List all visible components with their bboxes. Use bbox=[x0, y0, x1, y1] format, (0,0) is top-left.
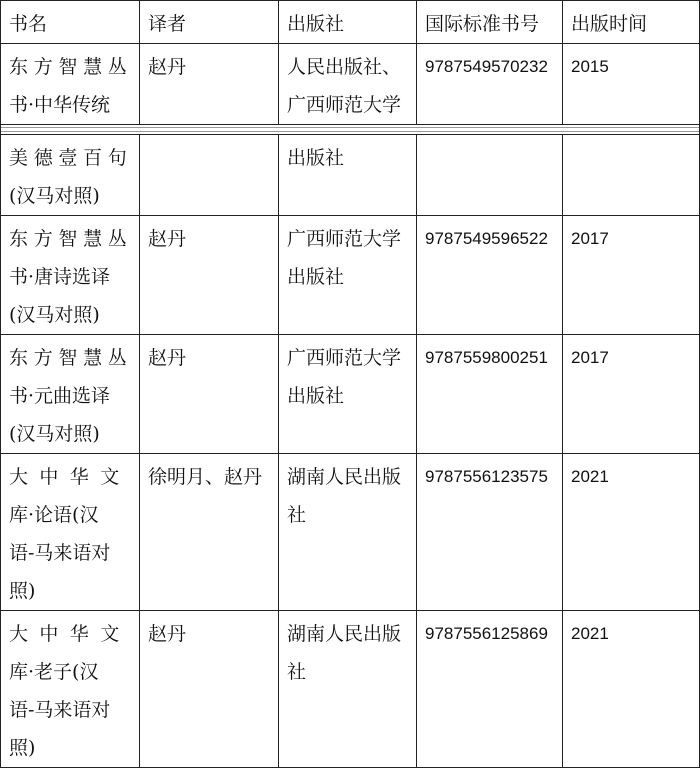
page-break-cell bbox=[1, 125, 700, 135]
publisher-line: 出版社 bbox=[287, 147, 345, 169]
publisher-line: 湖南人民出版 bbox=[287, 466, 402, 488]
table-row bbox=[1, 611, 700, 768]
translator-cell: 徐明月、赵丹 bbox=[140, 454, 279, 611]
book-title-cell bbox=[1, 135, 140, 216]
translator-cell: 赵丹 bbox=[140, 44, 279, 125]
publisher-cell bbox=[279, 135, 417, 216]
book-title-cell bbox=[1, 335, 140, 454]
table-row bbox=[1, 454, 700, 611]
page-break-row bbox=[1, 125, 700, 135]
header-translator: 译者 bbox=[140, 1, 279, 44]
book-title-line: 库·老子(汉 bbox=[9, 661, 99, 683]
year-cell: 2021 bbox=[563, 454, 700, 611]
page-break-line bbox=[1, 127, 699, 132]
publisher-cell bbox=[279, 454, 417, 611]
book-title-cell bbox=[1, 44, 140, 125]
year-cell bbox=[563, 135, 700, 216]
header-isbn: 国际标准书号 bbox=[417, 1, 563, 44]
isbn-cell: 9787559800251 bbox=[417, 335, 563, 454]
year-cell: 2021 bbox=[563, 611, 700, 768]
publisher-line: 广西师范大学 bbox=[287, 94, 402, 116]
table-row bbox=[1, 44, 700, 125]
table-row bbox=[1, 216, 700, 335]
isbn-cell: 9787556125869 bbox=[417, 611, 563, 768]
book-title-cell bbox=[1, 454, 140, 611]
translator-cell: 赵丹 bbox=[140, 335, 279, 454]
isbn-cell: 9787549570232 bbox=[417, 44, 563, 125]
publisher-line: 社 bbox=[287, 661, 307, 683]
book-title-line: 东方智慧丛 bbox=[9, 56, 133, 78]
table-row bbox=[1, 135, 700, 216]
book-title-line: 照) bbox=[9, 580, 36, 602]
header-row bbox=[1, 1, 700, 44]
publisher-line: 出版社 bbox=[287, 266, 345, 288]
book-title-line: 书·中华传统 bbox=[9, 94, 111, 116]
year-cell: 2017 bbox=[563, 335, 700, 454]
year-cell: 2015 bbox=[563, 44, 700, 125]
book-title-line: 书·唐诗选译 bbox=[9, 266, 111, 288]
book-title-line: (汉马对照) bbox=[9, 185, 100, 207]
header-year: 出版时间 bbox=[563, 1, 700, 44]
publisher-line: 广西师范大学 bbox=[287, 347, 402, 369]
publisher-line: 人民出版社、 bbox=[287, 56, 402, 78]
publisher-line: 湖南人民出版 bbox=[287, 623, 402, 645]
book-title-line: 语-马来语对 bbox=[9, 542, 111, 564]
book-title-line: 东方智慧丛 bbox=[9, 347, 133, 369]
book-title-line: 照) bbox=[9, 737, 36, 759]
book-title-cell bbox=[1, 216, 140, 335]
book-title-cell bbox=[1, 611, 140, 768]
year-cell: 2017 bbox=[563, 216, 700, 335]
book-title-line: 大中华文 bbox=[9, 466, 131, 488]
translator-cell: 赵丹 bbox=[140, 611, 279, 768]
isbn-cell: 9787549596522 bbox=[417, 216, 563, 335]
book-title-line: 书·元曲选译 bbox=[9, 385, 111, 407]
publisher-cell bbox=[279, 216, 417, 335]
book-title-line: 库·论语(汉 bbox=[9, 504, 99, 526]
header-publisher: 出版社 bbox=[279, 1, 417, 44]
header-title: 书名 bbox=[1, 1, 140, 44]
book-title-line: 美德壹百句 bbox=[9, 147, 133, 169]
publisher-cell bbox=[279, 611, 417, 768]
isbn-cell bbox=[417, 135, 563, 216]
book-title-line: 大中华文 bbox=[9, 623, 131, 645]
translator-cell: 赵丹 bbox=[140, 216, 279, 335]
publisher-cell bbox=[279, 335, 417, 454]
book-title-line: (汉马对照) bbox=[9, 304, 100, 326]
translator-cell bbox=[140, 135, 279, 216]
book-title-line: 东方智慧丛 bbox=[9, 228, 133, 250]
isbn-cell: 9787556123575 bbox=[417, 454, 563, 611]
book-title-line: 语-马来语对 bbox=[9, 699, 111, 721]
publisher-line: 社 bbox=[287, 504, 307, 526]
publisher-line: 广西师范大学 bbox=[287, 228, 402, 250]
table-row bbox=[1, 335, 700, 454]
book-title-line: (汉马对照) bbox=[9, 423, 100, 445]
publisher-line: 出版社 bbox=[287, 385, 345, 407]
publisher-cell bbox=[279, 44, 417, 125]
